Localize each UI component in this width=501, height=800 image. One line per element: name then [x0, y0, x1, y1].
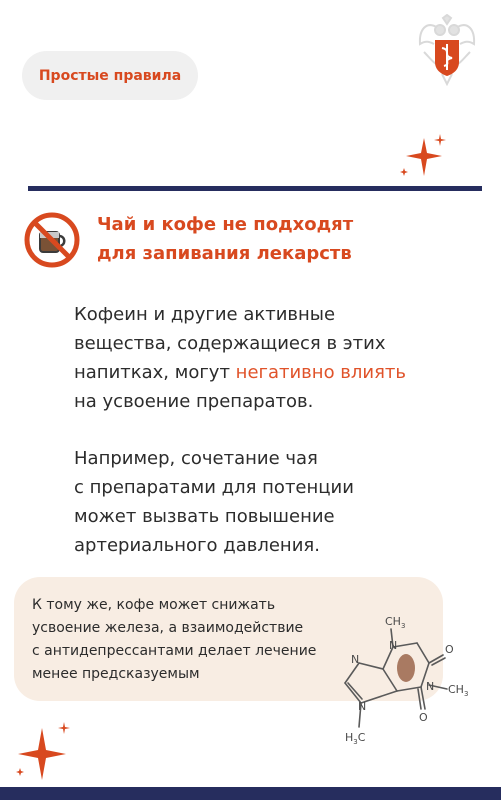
note-line: усвоение железа, а взаимодействие [32, 620, 304, 636]
note-line: менее предсказуемым [32, 666, 200, 682]
card-title-line: Чай и кофе не подходят [97, 214, 354, 235]
note-text [32, 594, 362, 686]
section-tag [22, 51, 198, 100]
sparkle-star-icon [14, 718, 74, 782]
molecule-label: N [351, 653, 360, 666]
no-coffee-cup-icon [24, 212, 80, 268]
paragraph-line: артериального давления. [74, 535, 320, 556]
highlighted-phrase: негативно влиять [235, 362, 407, 383]
paragraph-line: Кофеин и другие активные [74, 304, 336, 325]
card-title [97, 210, 477, 268]
body-paragraph [74, 444, 474, 560]
footer-bar [0, 787, 501, 800]
paragraph-text: напитках, могут [74, 362, 236, 383]
section-tag-label: Простые правила [38, 67, 182, 84]
molecule-label: $CH_3$ [385, 615, 406, 630]
note-line: с антидепрессантами делает лечение [32, 643, 317, 659]
molecule-label: $H_3C$ [345, 731, 366, 746]
caffeine-molecule-icon [325, 605, 485, 755]
molecule-label: $CH_3$ [448, 683, 469, 698]
paragraph-line: вещества, содержащиеся в этих [74, 333, 386, 354]
card-title-line: для запивания лекарств [97, 243, 352, 264]
paragraph-line: на усвоение препаратов. [74, 391, 314, 412]
paragraph-line: может вызвать повышение [74, 506, 335, 527]
molecule-label: N [389, 639, 398, 652]
molecule-label: N [358, 700, 367, 713]
body-paragraph [74, 300, 474, 416]
ministry-emblem-icon [416, 14, 478, 86]
paragraph-line [74, 358, 474, 387]
divider [28, 186, 482, 191]
molecule-label: N [426, 680, 435, 693]
note-line: К тому же, кофе может снижать [32, 597, 276, 613]
sparkle-star-icon [398, 132, 448, 182]
molecule-label: O [445, 643, 454, 656]
molecule-label: O [419, 711, 428, 724]
paragraph-line: с препаратами для потенции [74, 477, 354, 498]
paragraph-line: Например, сочетание чая [74, 448, 318, 469]
